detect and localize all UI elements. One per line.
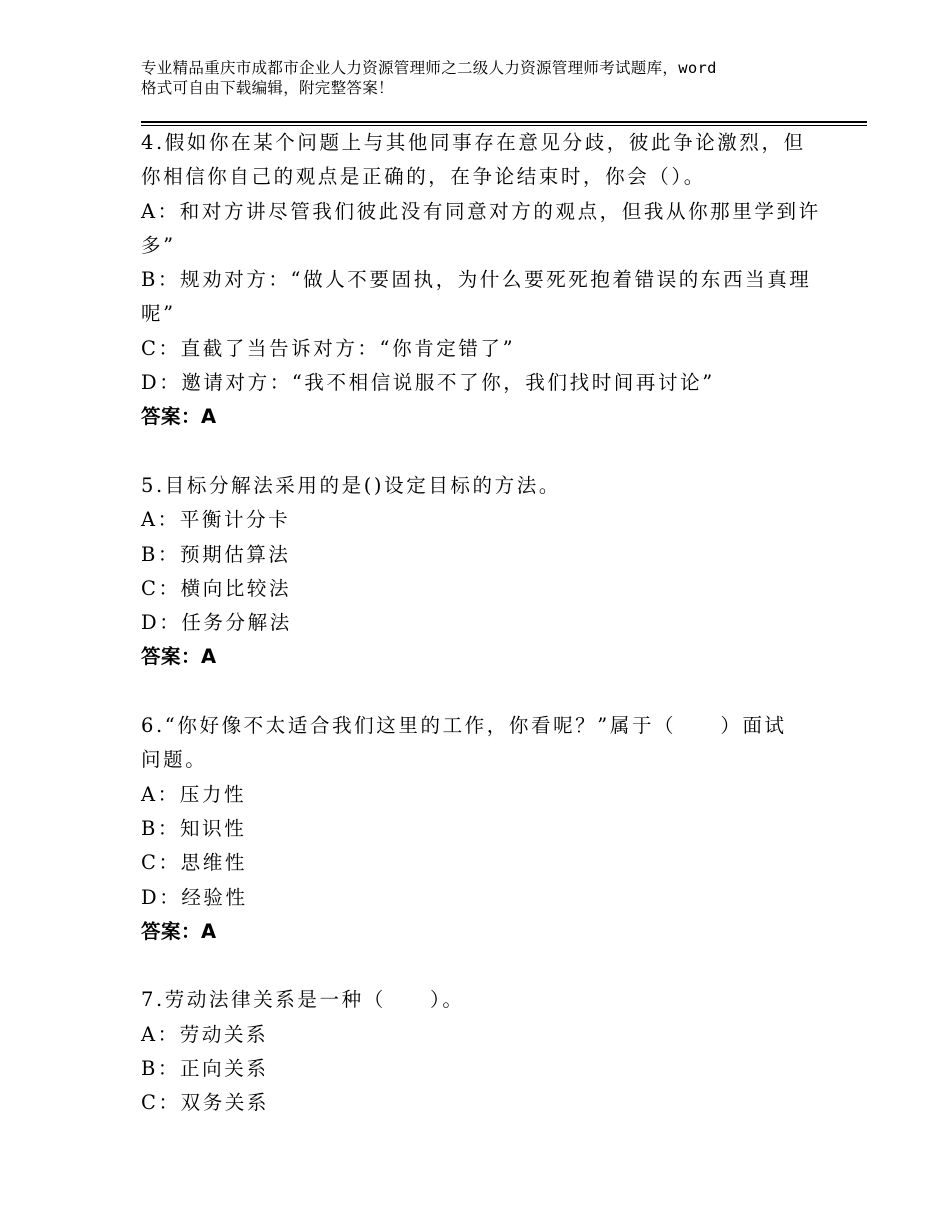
option-a-continued: 多”	[141, 233, 176, 257]
option-b: B：规劝对方：“做人不要固执，为什么要死死抱着错误的东西当真理	[141, 268, 812, 292]
answer-label: 答案：A	[141, 405, 217, 429]
spacer	[141, 949, 821, 983]
answer-label: 答案：A	[141, 645, 217, 669]
header-line-1: 专业精品重庆市成都市企业人力资源管理师之二级人力资源管理师考试题库，word	[141, 59, 717, 77]
option-a: A：劳动关系	[141, 1022, 269, 1046]
question-stem: 问题。	[141, 748, 208, 772]
question-6	[141, 709, 821, 949]
option-b: B：预期估算法	[141, 542, 291, 566]
question-stem: 4.假如你在某个问题上与其他同事存在意见分歧，彼此争论激烈，但	[141, 131, 806, 154]
option-c: C：直截了当告诉对方：“你肯定错了”	[141, 336, 516, 360]
question-list	[141, 126, 821, 1121]
option-c: C：双务关系	[141, 1091, 270, 1115]
option-a: A：平衡计分卡	[141, 508, 291, 532]
option-c: C：思维性	[141, 851, 247, 875]
question-stem: 你相信你自己的观点是正确的，在争论结束时，你会（）。	[141, 165, 706, 189]
spacer	[141, 435, 821, 469]
option-b: B：正向关系	[141, 1057, 269, 1081]
question-stem: 7.劳动法律关系是一种（ ）。	[141, 988, 465, 1012]
option-c: C：横向比较法	[141, 576, 292, 600]
question-stem: 6.“你好像不太适合我们这里的工作，你看呢？”属于（ ）面试	[141, 714, 787, 738]
option-b: B：知识性	[141, 816, 247, 840]
option-d: D：邀请对方：“我不相信说服不了你，我们找时间再讨论”	[141, 371, 715, 395]
option-a: A：压力性	[141, 782, 247, 806]
answer-label: 答案：A	[141, 919, 217, 943]
option-d: D：任务分解法	[141, 611, 292, 635]
question-5	[141, 469, 821, 675]
question-4	[141, 126, 821, 435]
document-header	[141, 58, 841, 98]
question-stem: 5.目标分解法采用的是()设定目标的方法。	[141, 473, 561, 497]
question-7	[141, 983, 821, 1120]
header-divider-thick	[141, 121, 867, 123]
spacer	[141, 675, 821, 709]
option-a: A：和对方讲尽管我们彼此没有同意对方的观点，但我从你那里学到许	[141, 199, 821, 223]
header-line-2: 格式可自由下载编辑，附完整答案！	[141, 79, 394, 97]
option-d: D：经验性	[141, 885, 248, 909]
option-b-continued: 呢”	[141, 302, 176, 326]
